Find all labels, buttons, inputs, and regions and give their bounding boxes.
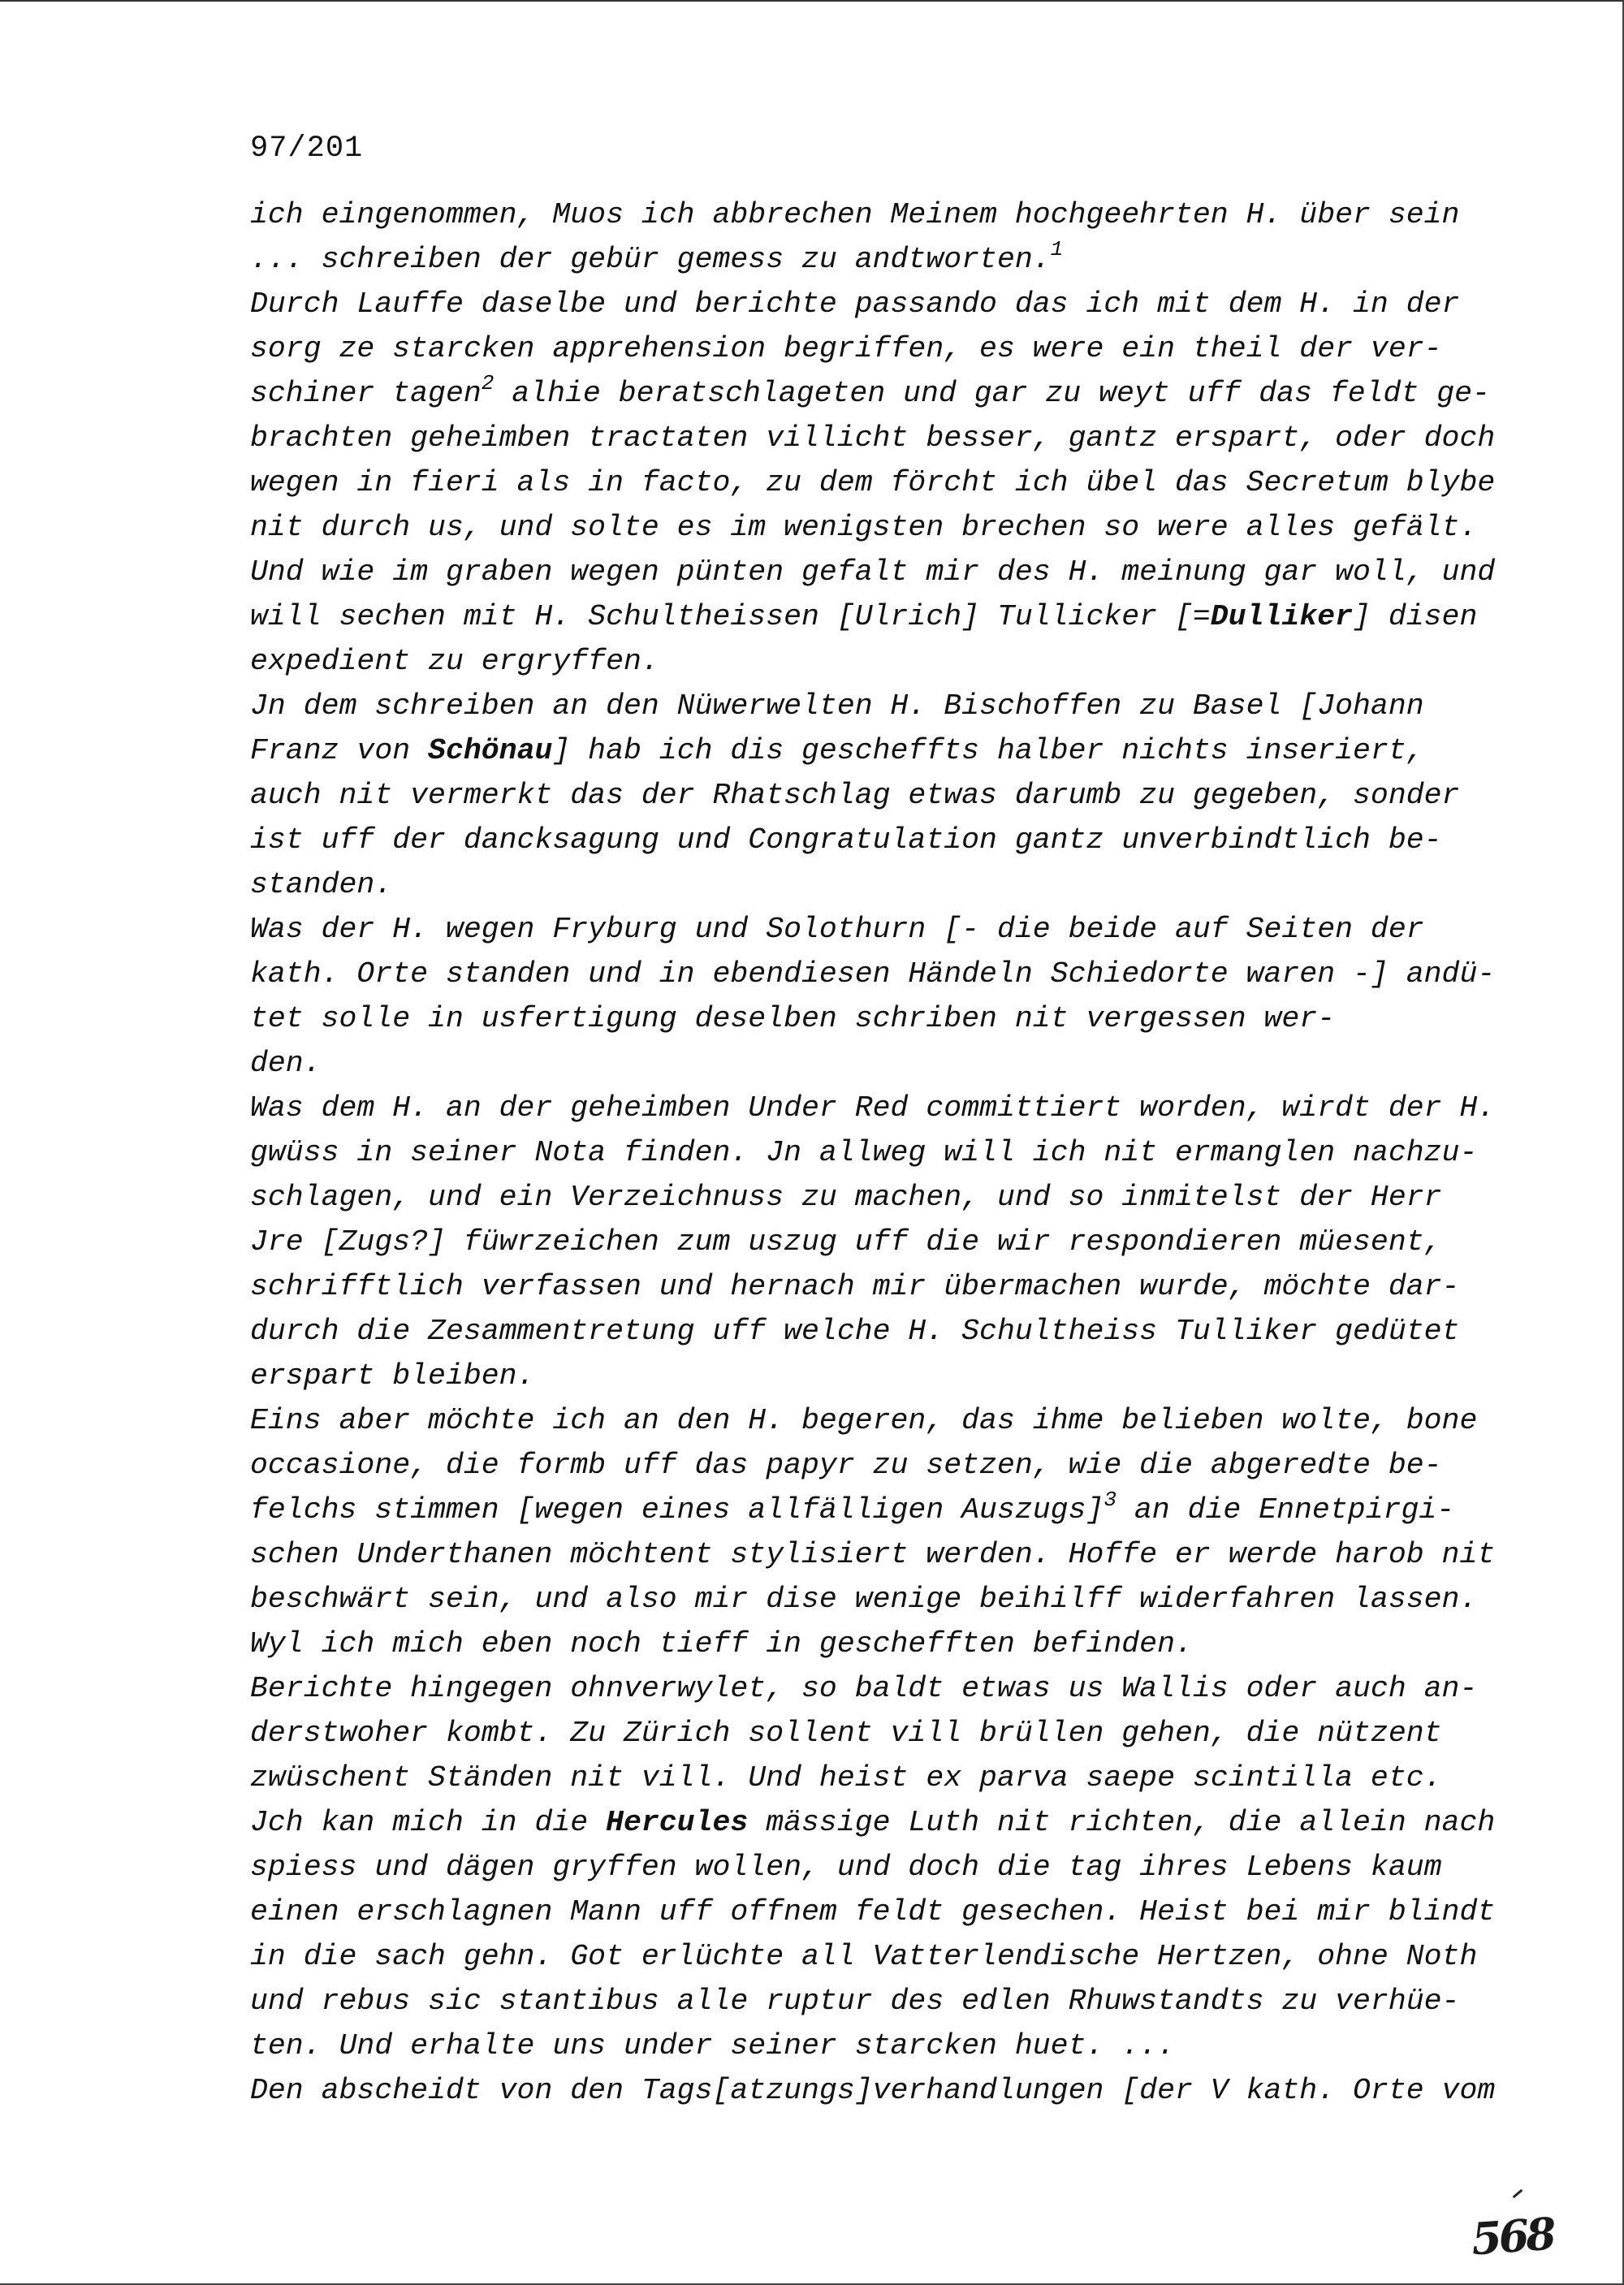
text-line: [250, 1443, 1517, 1488]
text-segment: einen erschlagnen Mann uff offnem feldt gesechen. Heist bei mir blindt: [250, 1895, 1496, 1929]
text-segment: brachten geheimben tractaten villicht besser, gantz erspart, oder doch: [250, 421, 1496, 455]
text-line: [250, 2068, 1517, 2113]
text-segment: sorg ze starcken apprehension begriffen, es were ein theil der ver-: [250, 332, 1442, 365]
text-segment: ich eingenommen, Muos ich abbrechen Meinem hochgeehrten H. über sein: [250, 198, 1460, 231]
text-segment: Jn dem schreiben an den Nüwerwelten H. Bischoffen zu Basel [Johann: [250, 689, 1424, 723]
text-line: [250, 1577, 1517, 1622]
text-segment: ] disen: [1353, 600, 1478, 633]
text-segment: Und wie im graben wegen pünten gefalt mir des H. meinung gar woll, und: [250, 555, 1496, 589]
text-line: [250, 1890, 1517, 1934]
text-line: [250, 505, 1517, 550]
text-segment: wegen in fieri als in facto, zu dem förcht ich übel das Secretum blybe: [250, 466, 1496, 499]
text-line: [250, 1041, 1517, 1086]
text-line: [250, 416, 1517, 460]
text-line: [250, 1354, 1517, 1398]
text-segment: felchs stimmen [wegen eines allfälligen Auszugs]: [250, 1493, 1104, 1527]
text-line: [250, 1398, 1517, 1443]
text-line: [250, 594, 1517, 639]
text-line: [250, 684, 1517, 728]
text-line: [250, 1845, 1517, 1890]
text-segment: derstwoher kombt. Zu Zürich sollent vill brüllen gehen, die nützent: [250, 1717, 1442, 1750]
text-segment: auch nit vermerkt das der Rhatschlag etwas darumb zu gegeben, sonder: [250, 779, 1460, 812]
text-segment: Jch kan mich in die: [250, 1806, 607, 1839]
text-segment: zwüschent Ständen nit vill. Und heist ex parva saepe scintilla etc.: [250, 1761, 1442, 1795]
text-line: [250, 1264, 1517, 1309]
text-line: [250, 2024, 1517, 2068]
text-segment: Durch Lauffe daselbe und berichte passando das ich mit dem H. in der: [250, 287, 1460, 321]
text-segment: alhie beratschlageten und gar zu weyt uff das feldt ge-: [494, 377, 1490, 410]
text-line: [250, 1800, 1517, 1845]
text-segment: nit durch us, und solte es im wenigsten brechen so were alles gefält.: [250, 511, 1478, 544]
footnote-marker: 3: [1104, 1488, 1116, 1512]
bold-name: Schönau: [428, 734, 553, 767]
letter-body-text: [250, 192, 1517, 2113]
text-segment: standen.: [250, 868, 393, 901]
footnote-marker: 1: [1050, 237, 1064, 261]
text-segment: spiess und dägen gryffen wollen, und doch die tag ihres Lebens kaum: [250, 1851, 1442, 1884]
text-segment: Berichte hingegen ohnverwylet, so baldt etwas us Wallis oder auch an-: [250, 1672, 1478, 1705]
text-line: [250, 192, 1517, 237]
text-line: [250, 773, 1517, 818]
text-segment: Was dem H. an der geheimben Under Red committiert worden, wirdt der H.: [250, 1091, 1496, 1125]
text-segment: Jre [Zugs?] füwrzeichen zum uszug uff die wir respondieren müesent,: [250, 1225, 1442, 1259]
text-line: [250, 1756, 1517, 1800]
text-line: [250, 1175, 1517, 1220]
text-line: [250, 728, 1517, 773]
text-line: [250, 907, 1517, 952]
text-segment: tet solle in usfertigung deselben schriben nit vergessen wer-: [250, 1002, 1336, 1035]
text-segment: will sechen mit H. Schultheissen [Ulrich] Tullicker [=: [250, 600, 1211, 633]
text-segment: gwüss in seiner Nota finden. Jn allweg will ich nit ermanglen nachzu-: [250, 1136, 1478, 1169]
text-line: [250, 1130, 1517, 1175]
text-segment: ist uff der dancksagung und Congratulation gantz unverbindtlich be-: [250, 823, 1442, 857]
text-segment: ten. Und erhalte uns under seiner starcken huet. ...: [250, 2029, 1175, 2063]
text-line: [250, 1488, 1517, 1532]
text-segment: expedient zu ergryffen.: [250, 645, 659, 678]
text-line: [250, 371, 1517, 416]
text-line: [250, 326, 1517, 371]
text-line: [250, 1934, 1517, 1979]
text-segment: Was der H. wegen Fryburg und Solothurn [- die beide auf Seiten der: [250, 913, 1424, 946]
text-line: [250, 1220, 1517, 1264]
page-number: 97/201: [250, 132, 364, 166]
text-line: [250, 996, 1517, 1041]
text-segment: den.: [250, 1047, 322, 1080]
text-line: [250, 639, 1517, 684]
text-segment: in die sach gehn. Got erlüchte all Vatterlendische Hertzen, ohne Noth: [250, 1940, 1478, 1973]
text-line: [250, 952, 1517, 996]
text-segment: schrifftlich verfassen und hernach mir übermachen wurde, möchte dar-: [250, 1270, 1460, 1303]
text-segment: ] hab ich dis gescheffts halber nichts inseriert,: [552, 734, 1424, 767]
footnote-marker: 2: [481, 371, 495, 395]
bold-name: Dulliker: [1210, 600, 1354, 633]
text-segment: an die Ennetpirgi-: [1116, 1493, 1455, 1527]
text-line: [250, 1622, 1517, 1666]
text-line: [250, 1309, 1517, 1354]
text-line: [250, 460, 1517, 505]
text-segment: Den abscheidt von den Tags[atzungs]verhandlungen [der V kath. Orte vom: [250, 2074, 1496, 2107]
text-segment: schen Underthanen möchtent stylisiert werden. Hoffe er werde harob nit: [250, 1538, 1496, 1571]
bold-name: Hercules: [606, 1806, 749, 1839]
text-line: [250, 818, 1517, 862]
text-line: [250, 550, 1517, 594]
text-segment: beschwärt sein, und also mir dise wenige beihilff widerfahren lassen.: [250, 1583, 1478, 1616]
text-segment: kath. Orte standen und in ebendiesen Händeln Schiedorte waren -] andü-: [250, 957, 1496, 991]
text-segment: schiner tagen: [250, 377, 482, 410]
text-line: [250, 1979, 1517, 2024]
text-segment: mässige Luth nit richten, die allein nach: [748, 1806, 1496, 1839]
text-segment: Franz von: [250, 734, 429, 767]
text-segment: occasione, die formb uff das papyr zu setzen, wie die abgeredte be-: [250, 1449, 1442, 1482]
text-segment: durch die Zesammentretung uff welche H. Schultheiss Tulliker gedütet: [250, 1315, 1460, 1348]
text-segment: Wyl ich mich eben noch tieff in geschefften befinden.: [250, 1627, 1193, 1661]
text-segment: schlagen, und ein Verzeichnuss zu machen, und so inmitelst der Herr: [250, 1181, 1442, 1214]
text-line: [250, 237, 1517, 282]
text-line: [250, 1666, 1517, 1711]
text-segment: ... schreiben der gebür gemess zu andtworten.: [250, 243, 1051, 276]
text-segment: Eins aber möchte ich an den H. begeren, das ihme belieben wolte, bone: [250, 1404, 1478, 1437]
text-segment: erspart bleiben.: [250, 1359, 535, 1393]
text-line: [250, 282, 1517, 326]
handwritten-page-stamp: 568: [1469, 2207, 1555, 2266]
text-line: [250, 1532, 1517, 1577]
text-segment: und rebus sic stantibus alle ruptur des edlen Rhuwstandts zu verhüe-: [250, 1985, 1460, 2018]
text-line: [250, 1086, 1517, 1130]
text-line: [250, 862, 1517, 907]
text-line: [250, 1711, 1517, 1756]
